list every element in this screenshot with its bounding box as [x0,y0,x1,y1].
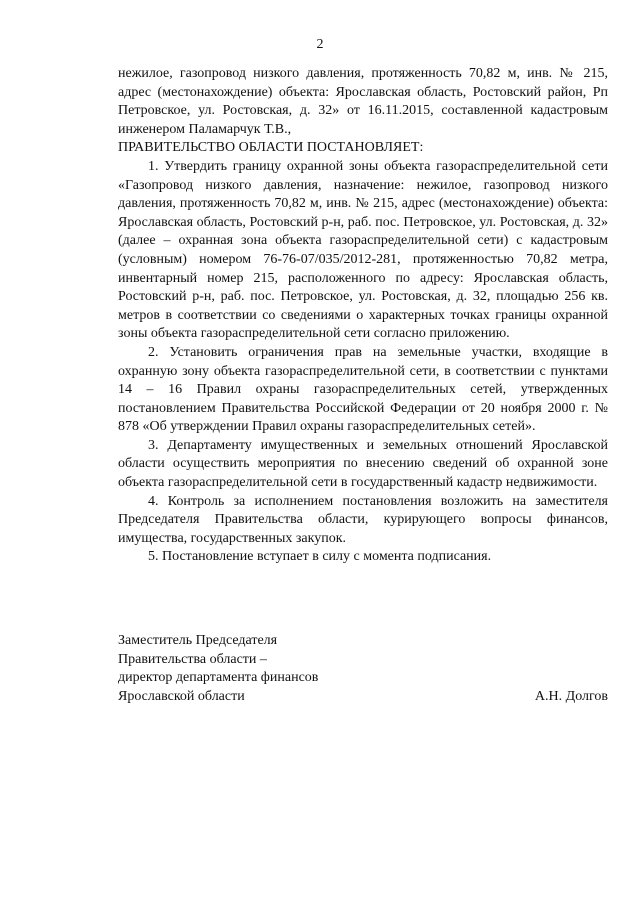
intro-paragraph: нежилое, газопровод низкого давления, протяженность 70,82 м, инв. № 215, адрес (местонахождение) объекта: Ярославская область, Ростовский район, Рп Петровское, ул. Ростовская, д. 32» от 16.11.2015, составленной кадастровым инженером Паламарчук Т.В., [118,66,608,137]
resolution-item-5: 5. Постановление вступает в силу с момента подписания. [148,549,492,565]
resolution-item-3: 3. Департаменту имущественных и земельных отношений Ярославской области осуществить мероприятия по внесению сведений об охранной зоне объекта газораспределительной сети в государственный кадастр недвижимости. [118,437,608,491]
signer-title-line-1: Заместитель Председателя [118,633,278,648]
page-number: 2 [316,37,324,52]
resolution-heading: ПРАВИТЕЛЬСТВО ОБЛАСТИ ПОСТАНОВЛЯЕТ: [118,140,424,156]
signer-title-line-3: директор департамента финансов [118,670,319,686]
signer-title-line-4: Ярославской области [118,688,245,704]
resolution-item-2: 2. Установить ограничения прав на земельные участки, входящие в охранную зону объекта газораспределительной сети, в соответствии с пунктами 14 – 16 Правил охраны газораспределительных сетей, утвержденных постановлением Правительства Российской Федерации от 20 ноября 2000 г. № 878 «Об утверждении Правил охраны газораспределительных сетей». [118,344,608,435]
resolution-item-1: 1. Утвердить границу охранной зоны объекта газораспределительной сети «Газопровод низкого давления, назначение: нежилое, газопровод низкого давления, протяженность 70,82 м, инв. № 215, адрес (местонахождение) объекта: Ярославская область, Ростовский р-н, раб. пос. Петровское, ул. Ростовская, д. 32» (далее – охранная зона объекта газораспределительной сети) с кадастровым (условным) номером 76-76-07/035/2012-281, протяженностью 70,82 метра, инвентарный номер 215, расположенного по адресу: Ярославская область, Ростовский р-н, раб. пос. Петровское, ул. Ростовская, д. 32, площадью 256 кв. метров в соответствии со сведениями о характерных точках границы охранной зоны объекта газораспределительной сети согласно приложению. [118,158,608,342]
resolution-item-4: 4. Контроль за исполнением постановления возложить на заместителя Председателя Правительства области, курирующего вопросы финансов, имущества, государственных закупок. [118,493,608,546]
signer-title-line-2: Правительства области – [118,651,267,667]
document-body [118,65,608,567]
signature-block [118,632,608,706]
signer-name: А.Н. Долгов [534,688,608,704]
